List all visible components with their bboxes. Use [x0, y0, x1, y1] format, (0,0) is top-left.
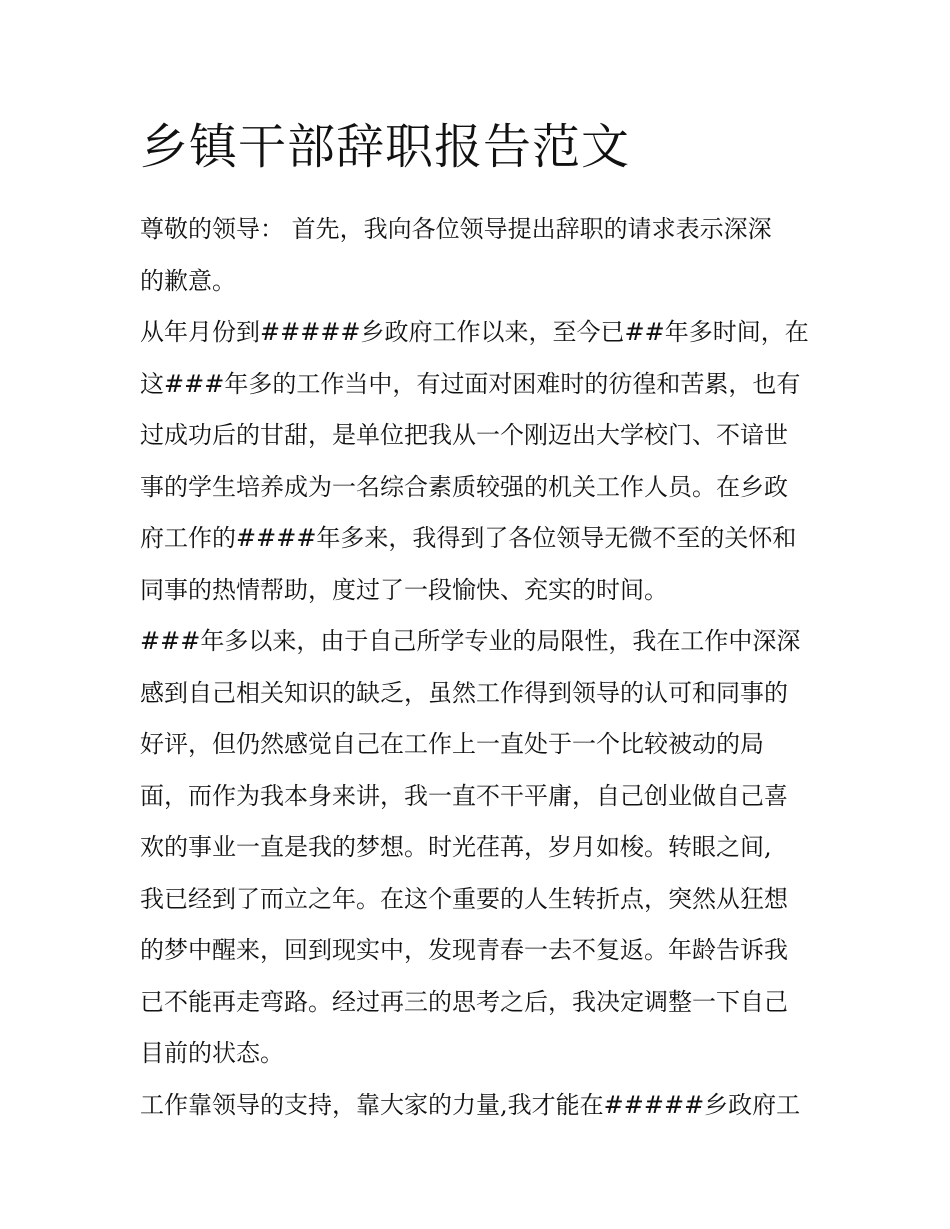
body-line: 我已经到了而立之年。在这个重要的人生转折点，突然从狂想 — [140, 884, 788, 913]
body-line: 事的学生培养成为一名综合素质较强的机关工作人员。在乡政 — [140, 472, 788, 501]
document-title: 乡镇干部辞职报告范文 — [140, 119, 631, 175]
body-line: 府工作的####年多来，我得到了各位领导无微不至的关怀和 — [140, 524, 797, 552]
body-line: 欢的事业一直是我的梦想。时光荏苒，岁月如梭。转眼之间, — [140, 833, 772, 861]
body-line: 目前的状态。 — [140, 1039, 284, 1067]
body-line: 面，而作为我本身来讲，我一直不干平庸，自己创业做自己喜 — [140, 781, 788, 810]
body-line: 好评，但仍然感觉自己在工作上一直处于一个比较被动的局 — [140, 730, 764, 758]
body-line: 的歉意。 — [140, 266, 236, 295]
body-line: 从年月份到#####乡政府工作以来，至今已##年多时间，在 — [140, 318, 809, 346]
document-content — [140, 112, 820, 1131]
body-line: 过成功后的甘甜，是单位把我从一个刚迈出大学校门、不谙世 — [140, 421, 788, 449]
body-line: 感到自己相关知识的缺乏，虽然工作得到领导的认可和同事的 — [140, 678, 788, 707]
body-line: 已不能再走弯路。经过再三的思考之后，我决定调整一下自己 — [140, 987, 788, 1016]
body-line: 的梦中醒来，回到现实中，发现青春一去不复返。年龄告诉我 — [140, 936, 788, 964]
body-line: 尊敬的领导： 首先，我向各位领导提出辞职的请求表示深深 — [140, 215, 772, 243]
body-line: 这###年多的工作当中，有过面对困难时的彷徨和苦累，也有 — [140, 369, 801, 398]
body-line: 同事的热情帮助，度过了一段愉快、充实的时间。 — [140, 575, 668, 604]
body-line: ###年多以来，由于自己所学专业的局限性，我在工作中深深 — [140, 627, 801, 655]
body-line: 工作靠领导的支持，靠大家的力量,我才能在#####乡政府工 — [140, 1090, 801, 1119]
document-body — [140, 204, 820, 1131]
